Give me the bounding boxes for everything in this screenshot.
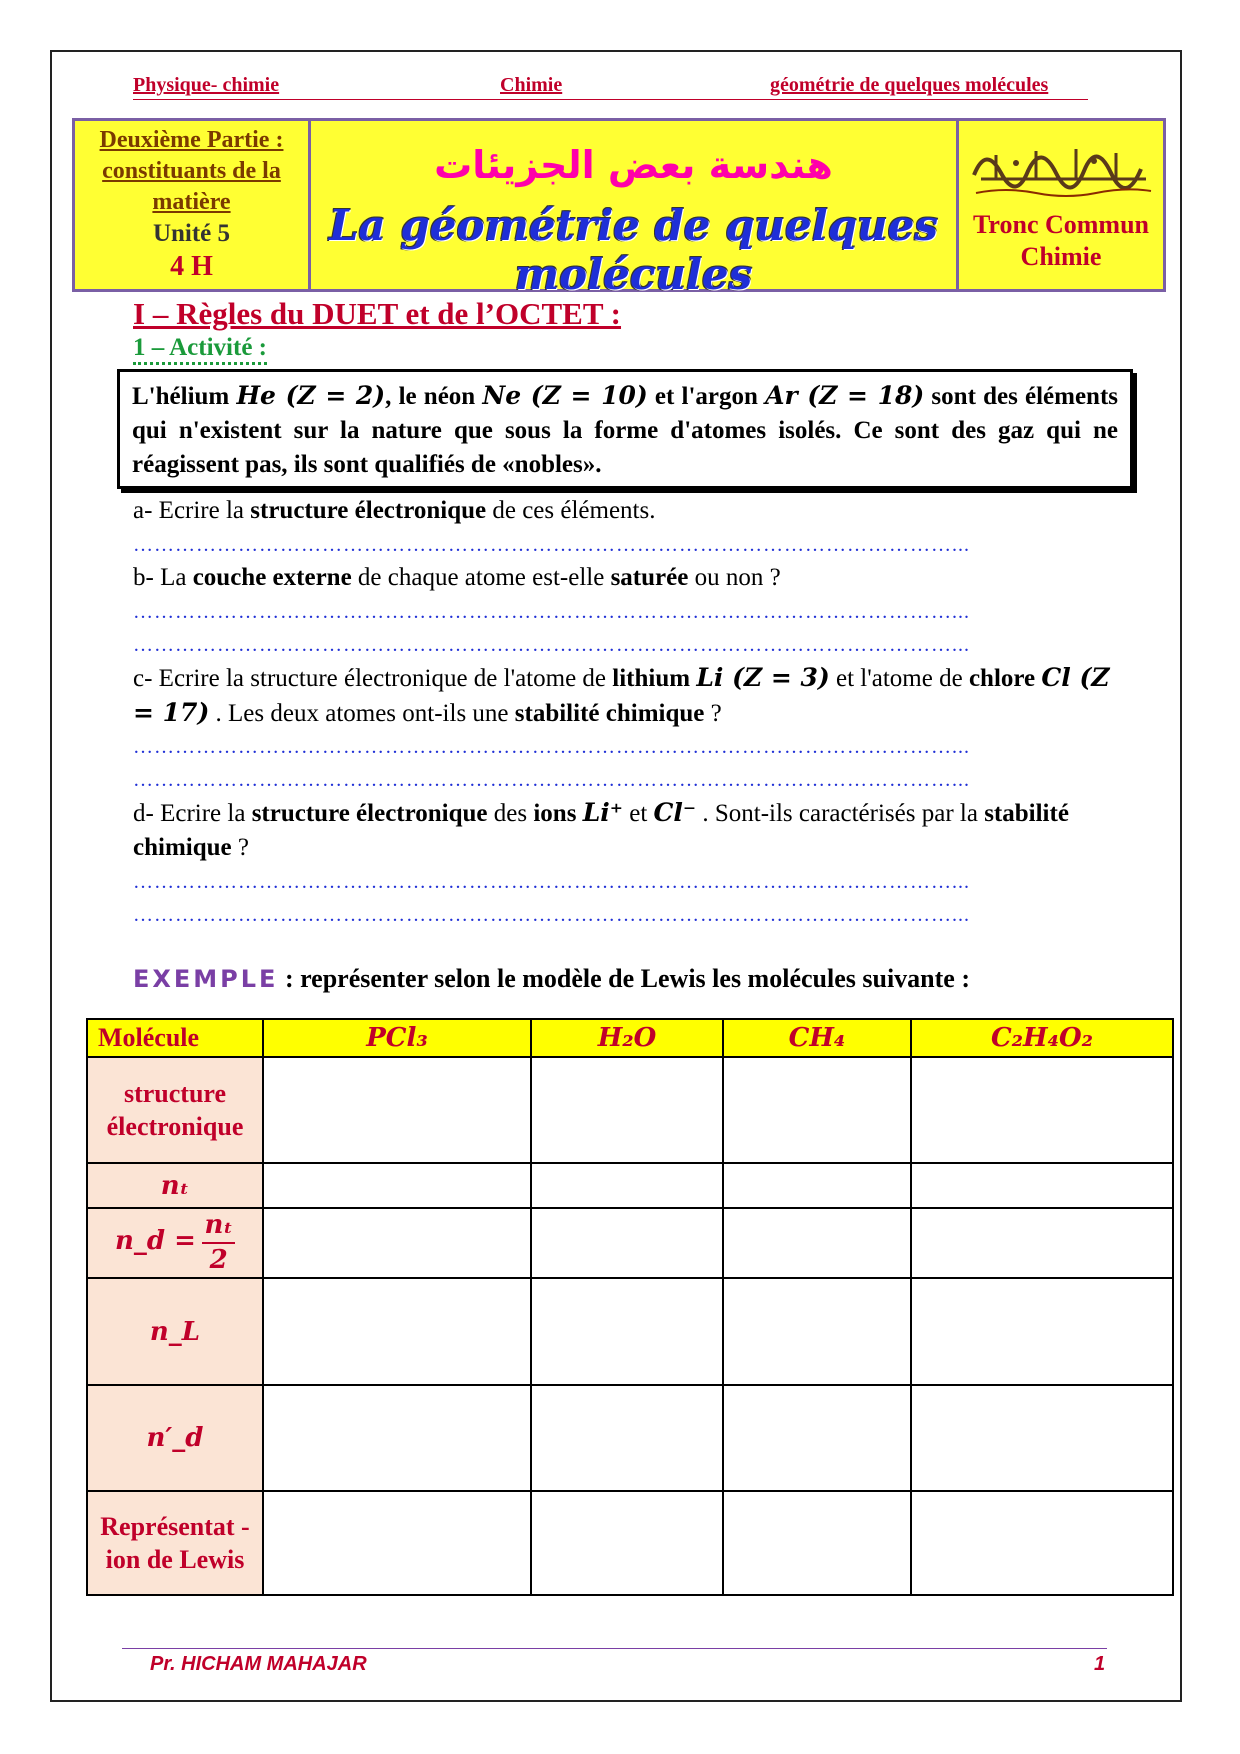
neon-formula: Ne (Z = 10): [482, 381, 648, 410]
question-a: a- Ecrire la structure électronique de ces éléments.: [133, 497, 656, 524]
french-title: La géométrie de quelques molécules: [328, 201, 939, 299]
table-cell[interactable]: [723, 1491, 911, 1595]
footer-author: Pr. HICHAM MAHAJAR: [150, 1653, 367, 1675]
table-cell[interactable]: [911, 1057, 1173, 1163]
row-label-structure: structure électronique: [87, 1057, 263, 1163]
table-cell[interactable]: [263, 1278, 531, 1385]
example-label: EXEMPLE: [133, 965, 279, 993]
section-title: I – Règles du DUET et de l’OCTET :: [133, 296, 622, 331]
table-row: [87, 1278, 1173, 1385]
activity-box: L'hélium He (Z = 2), le néon Ne (Z = 10) et l'argon Ar (Z = 18) sont des éléments qui n'existent sur la nature que sous la forme d'atomes isolés. Ce sont des gaz qui ne réagissent pas, ils sont qualifiés de «nobles».: [117, 369, 1133, 489]
table-cell[interactable]: [911, 1163, 1173, 1208]
row-label-nt: nₜ: [87, 1163, 263, 1208]
activity-subtitle: 1 – Activité :: [133, 334, 267, 365]
table-cell[interactable]: [723, 1163, 911, 1208]
title-box: [72, 118, 1166, 299]
row-label-nl: n_L: [87, 1278, 263, 1385]
question-b: b- La couche externe de chaque atome est-elle saturée ou non ?: [133, 564, 781, 591]
table-header-row: [87, 1019, 1173, 1057]
lewis-table: [86, 1018, 1174, 1596]
question-d: d- Ecrire la structure électronique des ions Li⁺ et Cl⁻ . Sont-ils caractérisés par la stabilité chimique ?: [133, 798, 1069, 861]
header-subject: Physique- chimie: [133, 74, 280, 96]
footer-rule: [122, 1648, 1107, 1649]
table-cell[interactable]: [723, 1385, 911, 1491]
table-cell[interactable]: [531, 1163, 723, 1208]
row-label-nd: n_d = $\frac{\text{nₜ}}{2}$: [87, 1208, 263, 1278]
table-cell[interactable]: [531, 1278, 723, 1385]
table-row: [87, 1057, 1173, 1163]
answer-line: ………………………………………………………………………………………………………...: [133, 634, 970, 656]
table-cell[interactable]: [263, 1163, 531, 1208]
table-row: [87, 1491, 1173, 1595]
answer-line: ………………………………………………………………………………………………………...: [133, 534, 970, 556]
header-c2h4o2: C₂H₄O₂: [911, 1019, 1173, 1057]
header-h2o: H₂O: [531, 1019, 723, 1057]
answer-line: ………………………………………………………………………………………………………...: [133, 904, 970, 926]
question-c: c- Ecrire la structure électronique de l'atome de lithium Li (Z = 3) et l'atome de chlore Cl (Z = 17) . Les deux atomes ont-ils une stabilité chimique ?: [133, 663, 1110, 727]
answer-line: ………………………………………………………………………………………………………...: [133, 871, 970, 893]
header-field: Chimie: [500, 74, 563, 96]
table-cell[interactable]: [911, 1208, 1173, 1278]
table-cell[interactable]: [263, 1491, 531, 1595]
table-row: [87, 1163, 1173, 1208]
table-cell[interactable]: [263, 1208, 531, 1278]
table-cell[interactable]: [723, 1208, 911, 1278]
argon-formula: Ar (Z = 18): [765, 381, 925, 410]
helium-formula: He (Z = 2): [236, 381, 386, 410]
answer-line: ………………………………………………………………………………………………………...: [133, 769, 970, 791]
part-title: Deuxième Partie : constituants de la matière: [99, 127, 284, 215]
fraction: $\frac{\text{nₜ}}{2}$: [204, 1210, 233, 1275]
title-box-middle: [311, 121, 959, 299]
table-cell[interactable]: [723, 1278, 911, 1385]
table-cell[interactable]: [263, 1057, 531, 1163]
table-row: [87, 1208, 1173, 1278]
table-cell[interactable]: [911, 1491, 1173, 1595]
header-pcl3: PCl₃: [263, 1019, 531, 1057]
arabic-title: هندسة بعض الجزيئات: [434, 143, 833, 187]
table-cell[interactable]: [723, 1057, 911, 1163]
hours-label: 4 H: [170, 251, 213, 282]
answer-line: ………………………………………………………………………………………………………...: [133, 601, 970, 623]
table-cell[interactable]: [531, 1491, 723, 1595]
unit-label: Unité 5: [152, 220, 231, 247]
answer-line: ………………………………………………………………………………………………………...: [133, 736, 970, 758]
table-cell[interactable]: [531, 1208, 723, 1278]
table-cell[interactable]: [911, 1385, 1173, 1491]
header-ch4: CH₄: [723, 1019, 911, 1057]
page-number: 1: [1094, 1653, 1106, 1675]
header-molecule: Molécule: [87, 1019, 263, 1057]
header-lesson: géométrie de quelques molécules: [770, 74, 1049, 96]
table-cell[interactable]: [531, 1385, 723, 1491]
row-label-lewis: Représentat -ion de Lewis: [87, 1491, 263, 1595]
table-row: [87, 1385, 1173, 1491]
level-label: Tronc Commun Chimie: [973, 210, 1149, 271]
header-rule: [133, 99, 1088, 100]
example-heading: EXEMPLE : représenter selon le modèle de Lewis les molécules suivante :: [133, 964, 970, 993]
title-box-right: [959, 121, 1163, 289]
title-box-left: [75, 121, 311, 289]
table-cell[interactable]: [531, 1057, 723, 1163]
basmala-calligraphy-logo: [966, 135, 1156, 205]
table-cell[interactable]: [911, 1278, 1173, 1385]
row-label-nd-prime: n′_d: [87, 1385, 263, 1491]
table-cell[interactable]: [263, 1385, 531, 1491]
